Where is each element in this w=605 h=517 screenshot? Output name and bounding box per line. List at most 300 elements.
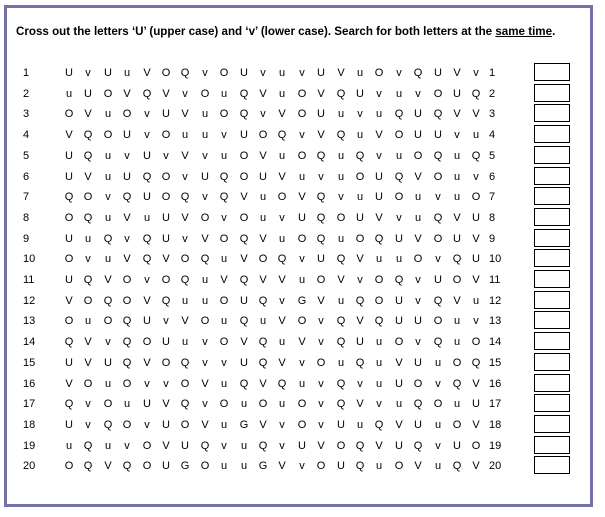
letter-cell[interactable]: U: [317, 253, 325, 265]
letter-cell[interactable]: u: [337, 108, 345, 120]
letter-cell[interactable]: O: [413, 253, 423, 265]
letter-cell[interactable]: V: [201, 378, 209, 390]
letter-cell[interactable]: O: [394, 460, 404, 472]
letter-cell[interactable]: V: [123, 253, 131, 265]
letter-cell[interactable]: V: [162, 440, 170, 452]
letter-cell[interactable]: v: [221, 440, 227, 452]
letter-cell[interactable]: v: [279, 295, 285, 307]
letter-cell[interactable]: u: [434, 460, 442, 472]
letter-cell[interactable]: V: [472, 233, 480, 245]
letter-cell[interactable]: v: [85, 253, 91, 265]
letter-cell[interactable]: O: [297, 88, 307, 100]
letter-cell[interactable]: Q: [258, 440, 268, 452]
letter-cell[interactable]: v: [415, 295, 421, 307]
letter-cell[interactable]: O: [316, 357, 326, 369]
letter-cell[interactable]: V: [375, 212, 383, 224]
letter-cell[interactable]: O: [64, 253, 74, 265]
letter-cell[interactable]: V: [240, 253, 248, 265]
letter-cell[interactable]: v: [318, 378, 324, 390]
letter-cell[interactable]: U: [201, 171, 209, 183]
letter-cell[interactable]: V: [143, 67, 151, 79]
letter-cell[interactable]: O: [374, 274, 384, 286]
letter-cell[interactable]: O: [64, 212, 74, 224]
letter-cell[interactable]: V: [259, 274, 267, 286]
letter-cell[interactable]: O: [355, 171, 365, 183]
letter-cell[interactable]: V: [259, 233, 267, 245]
letter-cell[interactable]: v: [85, 398, 91, 410]
letter-cell[interactable]: Q: [258, 295, 268, 307]
letter-cell[interactable]: u: [181, 129, 189, 141]
letter-cell[interactable]: V: [259, 378, 267, 390]
letter-cell[interactable]: U: [395, 440, 403, 452]
letter-cell[interactable]: u: [278, 398, 286, 410]
letter-cell[interactable]: V: [220, 274, 228, 286]
answer-box[interactable]: [534, 353, 570, 371]
letter-cell[interactable]: v: [318, 419, 324, 431]
letter-cell[interactable]: v: [182, 171, 188, 183]
letter-cell[interactable]: V: [84, 108, 92, 120]
letter-cell[interactable]: U: [317, 67, 325, 79]
letter-cell[interactable]: u: [375, 378, 383, 390]
answer-box[interactable]: [534, 456, 570, 474]
letter-cell[interactable]: U: [162, 336, 170, 348]
answer-box[interactable]: [534, 436, 570, 454]
letter-cell[interactable]: Q: [83, 460, 93, 472]
letter-cell[interactable]: U: [259, 171, 267, 183]
letter-cell[interactable]: O: [355, 233, 365, 245]
letter-cell[interactable]: U: [65, 274, 73, 286]
letter-cell[interactable]: Q: [83, 129, 93, 141]
letter-cell[interactable]: V: [375, 440, 383, 452]
letter-cell[interactable]: v: [202, 150, 208, 162]
letter-cell[interactable]: O: [83, 295, 93, 307]
letter-cell[interactable]: V: [337, 274, 345, 286]
letter-cell[interactable]: U: [337, 419, 345, 431]
letter-cell[interactable]: U: [434, 67, 442, 79]
letter-cell[interactable]: Q: [433, 212, 443, 224]
letter-cell[interactable]: V: [181, 150, 189, 162]
letter-cell[interactable]: Q: [180, 357, 190, 369]
letter-cell[interactable]: v: [221, 129, 227, 141]
letter-cell[interactable]: u: [356, 191, 364, 203]
letter-cell[interactable]: V: [472, 274, 480, 286]
letter-cell[interactable]: u: [453, 398, 461, 410]
letter-cell[interactable]: u: [181, 336, 189, 348]
letter-cell[interactable]: Q: [239, 88, 249, 100]
letter-cell[interactable]: v: [318, 398, 324, 410]
letter-cell[interactable]: O: [394, 336, 404, 348]
letter-cell[interactable]: V: [472, 378, 480, 390]
letter-cell[interactable]: Q: [142, 253, 152, 265]
letter-cell[interactable]: O: [122, 108, 132, 120]
letter-cell[interactable]: U: [143, 398, 151, 410]
letter-cell[interactable]: v: [299, 460, 305, 472]
letter-cell[interactable]: V: [84, 171, 92, 183]
letter-cell[interactable]: u: [104, 440, 112, 452]
letter-cell[interactable]: O: [433, 171, 443, 183]
letter-cell[interactable]: u: [337, 295, 345, 307]
letter-cell[interactable]: V: [337, 67, 345, 79]
letter-cell[interactable]: O: [122, 295, 132, 307]
letter-cell[interactable]: U: [298, 440, 306, 452]
letter-cell[interactable]: V: [201, 233, 209, 245]
letter-cell[interactable]: Q: [433, 336, 443, 348]
letter-cell[interactable]: O: [471, 440, 481, 452]
letter-cell[interactable]: Q: [394, 274, 404, 286]
letter-cell[interactable]: U: [472, 398, 480, 410]
letter-cell[interactable]: O: [452, 357, 462, 369]
letter-cell[interactable]: O: [374, 295, 384, 307]
letter-cell[interactable]: v: [435, 378, 441, 390]
letter-cell[interactable]: v: [435, 191, 441, 203]
letter-cell[interactable]: u: [104, 378, 112, 390]
letter-cell[interactable]: U: [414, 315, 422, 327]
answer-box[interactable]: [534, 187, 570, 205]
letter-cell[interactable]: V: [278, 108, 286, 120]
letter-cell[interactable]: U: [162, 233, 170, 245]
letter-cell[interactable]: v: [260, 67, 266, 79]
letter-cell[interactable]: O: [83, 191, 93, 203]
letter-cell[interactable]: v: [163, 315, 169, 327]
letter-cell[interactable]: u: [337, 357, 345, 369]
letter-cell[interactable]: V: [317, 440, 325, 452]
letter-cell[interactable]: V: [84, 336, 92, 348]
letter-cell[interactable]: O: [64, 108, 74, 120]
letter-cell[interactable]: u: [259, 315, 267, 327]
letter-cell[interactable]: u: [395, 88, 403, 100]
letter-cell[interactable]: V: [104, 460, 112, 472]
letter-cell[interactable]: V: [278, 460, 286, 472]
answer-box[interactable]: [534, 415, 570, 433]
letter-cell[interactable]: Q: [355, 357, 365, 369]
letter-cell[interactable]: V: [414, 460, 422, 472]
letter-cell[interactable]: U: [162, 108, 170, 120]
letter-cell[interactable]: U: [375, 191, 383, 203]
letter-cell[interactable]: O: [258, 253, 268, 265]
letter-cell[interactable]: O: [433, 315, 443, 327]
letter-cell[interactable]: v: [144, 378, 150, 390]
letter-cell[interactable]: Q: [471, 357, 481, 369]
letter-cell[interactable]: V: [278, 171, 286, 183]
letter-cell[interactable]: U: [65, 150, 73, 162]
letter-cell[interactable]: V: [240, 191, 248, 203]
letter-cell[interactable]: O: [239, 171, 249, 183]
letter-cell[interactable]: O: [452, 274, 462, 286]
letter-cell[interactable]: U: [65, 171, 73, 183]
letter-cell[interactable]: u: [395, 253, 403, 265]
letter-cell[interactable]: Q: [336, 88, 346, 100]
letter-cell[interactable]: u: [453, 315, 461, 327]
letter-cell[interactable]: U: [356, 88, 364, 100]
letter-cell[interactable]: V: [472, 419, 480, 431]
letter-cell[interactable]: O: [374, 67, 384, 79]
letter-cell[interactable]: U: [65, 419, 73, 431]
letter-cell[interactable]: u: [356, 419, 364, 431]
letter-cell[interactable]: v: [202, 67, 208, 79]
letter-cell[interactable]: Q: [277, 129, 287, 141]
letter-cell[interactable]: Q: [83, 212, 93, 224]
letter-cell[interactable]: u: [278, 233, 286, 245]
letter-cell[interactable]: u: [259, 212, 267, 224]
letter-cell[interactable]: Q: [103, 419, 113, 431]
letter-cell[interactable]: U: [104, 357, 112, 369]
letter-cell[interactable]: U: [143, 315, 151, 327]
letter-cell[interactable]: u: [201, 274, 209, 286]
letter-cell[interactable]: v: [435, 253, 441, 265]
answer-box[interactable]: [534, 146, 570, 164]
letter-cell[interactable]: V: [162, 253, 170, 265]
letter-cell[interactable]: Q: [239, 233, 249, 245]
letter-cell[interactable]: U: [395, 315, 403, 327]
letter-cell[interactable]: V: [472, 460, 480, 472]
letter-cell[interactable]: U: [414, 419, 422, 431]
letter-cell[interactable]: V: [395, 357, 403, 369]
letter-cell[interactable]: U: [414, 357, 422, 369]
answer-box[interactable]: [534, 311, 570, 329]
letter-cell[interactable]: u: [375, 460, 383, 472]
letter-cell[interactable]: Q: [336, 129, 346, 141]
letter-cell[interactable]: U: [162, 212, 170, 224]
letter-cell[interactable]: V: [240, 336, 248, 348]
letter-cell[interactable]: u: [414, 191, 422, 203]
letter-cell[interactable]: u: [240, 440, 248, 452]
letter-cell[interactable]: u: [220, 88, 228, 100]
letter-cell[interactable]: U: [65, 357, 73, 369]
letter-cell[interactable]: u: [84, 233, 92, 245]
letter-cell[interactable]: Q: [142, 88, 152, 100]
letter-cell[interactable]: v: [105, 191, 111, 203]
letter-cell[interactable]: Q: [122, 460, 132, 472]
letter-cell[interactable]: V: [162, 398, 170, 410]
answer-box[interactable]: [534, 270, 570, 288]
letter-cell[interactable]: Q: [433, 295, 443, 307]
letter-cell[interactable]: V: [317, 129, 325, 141]
letter-cell[interactable]: V: [356, 253, 364, 265]
letter-cell[interactable]: O: [180, 253, 190, 265]
letter-cell[interactable]: U: [453, 233, 461, 245]
letter-cell[interactable]: V: [123, 88, 131, 100]
letter-cell[interactable]: U: [395, 378, 403, 390]
letter-cell[interactable]: v: [105, 336, 111, 348]
letter-cell[interactable]: V: [298, 191, 306, 203]
letter-cell[interactable]: Q: [142, 171, 152, 183]
letter-cell[interactable]: V: [278, 357, 286, 369]
letter-cell[interactable]: O: [336, 212, 346, 224]
answer-box[interactable]: [534, 229, 570, 247]
letter-cell[interactable]: u: [278, 150, 286, 162]
letter-cell[interactable]: v: [124, 440, 130, 452]
letter-cell[interactable]: v: [144, 108, 150, 120]
letter-cell[interactable]: O: [258, 398, 268, 410]
letter-cell[interactable]: V: [123, 212, 131, 224]
letter-cell[interactable]: Q: [452, 378, 462, 390]
letter-cell[interactable]: u: [298, 378, 306, 390]
letter-cell[interactable]: V: [162, 88, 170, 100]
letter-cell[interactable]: G: [239, 419, 249, 431]
letter-cell[interactable]: U: [472, 212, 480, 224]
letter-cell[interactable]: O: [219, 233, 229, 245]
letter-cell[interactable]: Q: [200, 440, 210, 452]
letter-cell[interactable]: O: [297, 108, 307, 120]
letter-cell[interactable]: v: [357, 274, 363, 286]
letter-cell[interactable]: U: [84, 88, 92, 100]
letter-cell[interactable]: Q: [374, 315, 384, 327]
letter-cell[interactable]: V: [453, 212, 461, 224]
letter-cell[interactable]: Q: [316, 212, 326, 224]
letter-cell[interactable]: Q: [355, 460, 365, 472]
letter-cell[interactable]: v: [473, 171, 479, 183]
letter-cell[interactable]: u: [356, 129, 364, 141]
letter-cell[interactable]: u: [453, 336, 461, 348]
letter-cell[interactable]: v: [299, 253, 305, 265]
letter-cell[interactable]: O: [277, 191, 287, 203]
letter-cell[interactable]: u: [337, 233, 345, 245]
letter-cell[interactable]: V: [259, 150, 267, 162]
letter-cell[interactable]: v: [182, 88, 188, 100]
letter-cell[interactable]: U: [162, 460, 170, 472]
letter-cell[interactable]: v: [338, 191, 344, 203]
letter-cell[interactable]: v: [299, 67, 305, 79]
letter-cell[interactable]: Q: [103, 233, 113, 245]
letter-cell[interactable]: u: [220, 419, 228, 431]
letter-cell[interactable]: O: [433, 88, 443, 100]
letter-cell[interactable]: U: [414, 108, 422, 120]
letter-cell[interactable]: Q: [413, 440, 423, 452]
letter-cell[interactable]: Q: [394, 108, 404, 120]
answer-box[interactable]: [534, 249, 570, 267]
letter-cell[interactable]: v: [415, 88, 421, 100]
letter-cell[interactable]: v: [202, 336, 208, 348]
letter-cell[interactable]: O: [200, 460, 210, 472]
letter-cell[interactable]: Q: [471, 88, 481, 100]
letter-cell[interactable]: u: [434, 357, 442, 369]
letter-cell[interactable]: O: [297, 419, 307, 431]
letter-cell[interactable]: v: [144, 419, 150, 431]
letter-cell[interactable]: O: [142, 460, 152, 472]
letter-cell[interactable]: Q: [122, 357, 132, 369]
letter-cell[interactable]: Q: [103, 295, 113, 307]
letter-cell[interactable]: v: [357, 378, 363, 390]
letter-cell[interactable]: v: [318, 336, 324, 348]
letter-cell[interactable]: O: [103, 398, 113, 410]
letter-cell[interactable]: O: [64, 315, 74, 327]
letter-cell[interactable]: Q: [142, 233, 152, 245]
letter-cell[interactable]: V: [181, 212, 189, 224]
answer-box[interactable]: [534, 394, 570, 412]
letter-cell[interactable]: u: [298, 171, 306, 183]
letter-cell[interactable]: O: [161, 129, 171, 141]
letter-cell[interactable]: u: [472, 129, 480, 141]
answer-box[interactable]: [534, 332, 570, 350]
letter-cell[interactable]: O: [316, 460, 326, 472]
answer-box[interactable]: [534, 63, 570, 81]
letter-cell[interactable]: v: [279, 212, 285, 224]
letter-cell[interactable]: v: [85, 67, 91, 79]
letter-cell[interactable]: V: [317, 88, 325, 100]
letter-cell[interactable]: v: [163, 378, 169, 390]
letter-cell[interactable]: V: [298, 336, 306, 348]
letter-cell[interactable]: U: [472, 253, 480, 265]
letter-cell[interactable]: v: [85, 419, 91, 431]
letter-cell[interactable]: Q: [355, 150, 365, 162]
answer-box[interactable]: [534, 84, 570, 102]
letter-cell[interactable]: v: [260, 108, 266, 120]
letter-cell[interactable]: U: [356, 212, 364, 224]
letter-cell[interactable]: Q: [316, 150, 326, 162]
letter-cell[interactable]: v: [318, 315, 324, 327]
letter-cell[interactable]: U: [240, 129, 248, 141]
letter-cell[interactable]: u: [201, 129, 209, 141]
letter-cell[interactable]: O: [219, 67, 229, 79]
letter-cell[interactable]: U: [375, 171, 383, 183]
letter-cell[interactable]: u: [375, 253, 383, 265]
letter-cell[interactable]: Q: [374, 233, 384, 245]
answer-box[interactable]: [534, 125, 570, 143]
letter-cell[interactable]: v: [163, 150, 169, 162]
letter-cell[interactable]: v: [318, 171, 324, 183]
letter-cell[interactable]: Q: [83, 150, 93, 162]
letter-cell[interactable]: Q: [180, 191, 190, 203]
letter-cell[interactable]: u: [278, 67, 286, 79]
letter-cell[interactable]: U: [240, 67, 248, 79]
letter-cell[interactable]: u: [104, 171, 112, 183]
letter-cell[interactable]: v: [415, 336, 421, 348]
letter-cell[interactable]: V: [453, 108, 461, 120]
letter-cell[interactable]: v: [376, 398, 382, 410]
letter-cell[interactable]: O: [239, 212, 249, 224]
letter-cell[interactable]: Q: [239, 274, 249, 286]
letter-cell[interactable]: Q: [64, 398, 74, 410]
letter-cell[interactable]: Q: [355, 295, 365, 307]
letter-cell[interactable]: u: [84, 315, 92, 327]
letter-cell[interactable]: v: [279, 440, 285, 452]
letter-cell[interactable]: v: [415, 274, 421, 286]
letter-cell[interactable]: u: [453, 171, 461, 183]
letter-cell[interactable]: u: [104, 150, 112, 162]
letter-cell[interactable]: G: [180, 460, 190, 472]
letter-cell[interactable]: Q: [433, 150, 443, 162]
letter-cell[interactable]: Q: [239, 378, 249, 390]
letter-cell[interactable]: O: [103, 88, 113, 100]
letter-cell[interactable]: Q: [316, 233, 326, 245]
letter-cell[interactable]: V: [201, 419, 209, 431]
letter-cell[interactable]: u: [104, 108, 112, 120]
letter-cell[interactable]: O: [180, 378, 190, 390]
letter-cell[interactable]: U: [65, 233, 73, 245]
letter-cell[interactable]: Q: [180, 398, 190, 410]
letter-cell[interactable]: U: [434, 274, 442, 286]
letter-cell[interactable]: V: [414, 233, 422, 245]
letter-cell[interactable]: V: [143, 295, 151, 307]
letter-cell[interactable]: O: [413, 378, 423, 390]
letter-cell[interactable]: O: [161, 357, 171, 369]
letter-cell[interactable]: u: [395, 150, 403, 162]
letter-cell[interactable]: O: [161, 274, 171, 286]
letter-cell[interactable]: Q: [355, 440, 365, 452]
letter-cell[interactable]: Q: [452, 460, 462, 472]
letter-cell[interactable]: Q: [161, 295, 171, 307]
answer-box[interactable]: [534, 104, 570, 122]
letter-cell[interactable]: Q: [180, 67, 190, 79]
letter-cell[interactable]: Q: [277, 378, 287, 390]
letter-cell[interactable]: U: [143, 191, 151, 203]
letter-cell[interactable]: v: [299, 357, 305, 369]
letter-cell[interactable]: V: [356, 315, 364, 327]
letter-cell[interactable]: v: [124, 150, 130, 162]
letter-cell[interactable]: u: [201, 108, 209, 120]
letter-cell[interactable]: O: [180, 419, 190, 431]
letter-cell[interactable]: v: [435, 440, 441, 452]
